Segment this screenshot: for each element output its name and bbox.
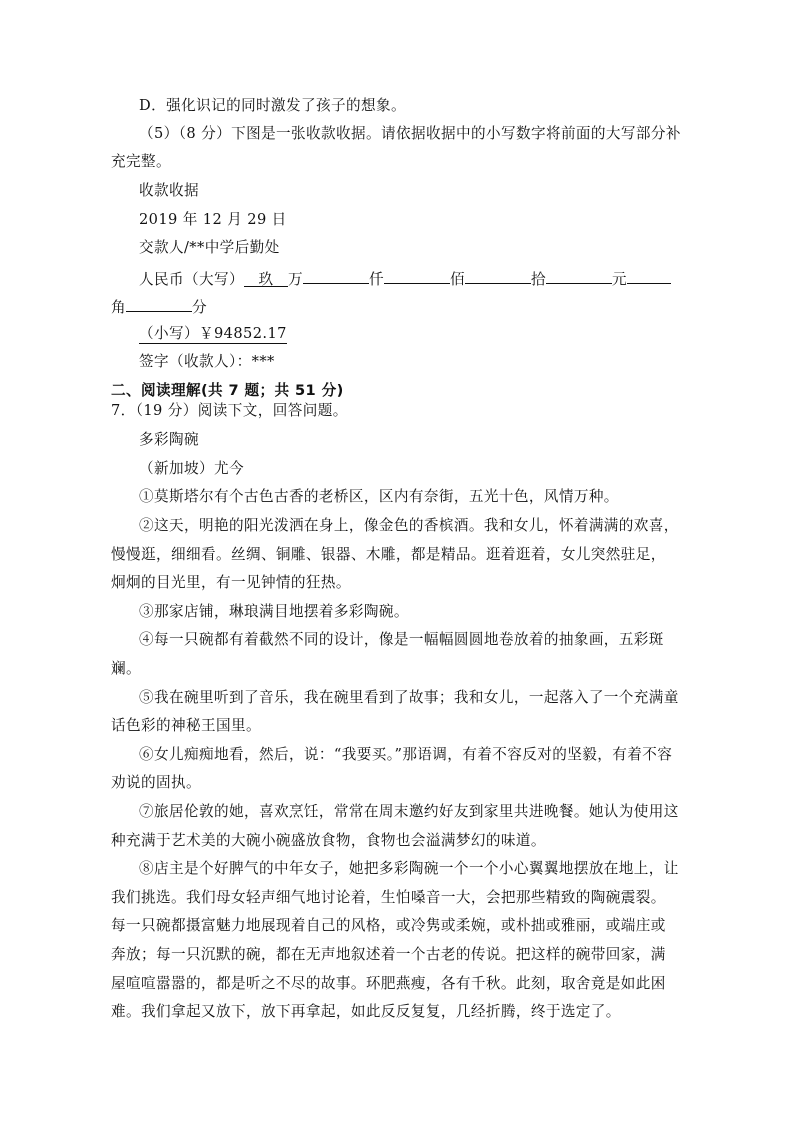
paragraph-8-line-5: 屋喧喧嚣嚣的，都是听之不尽的故事。环肥燕瘦，各有千秋。此刻，取舍竟是如此困: [111, 975, 666, 992]
paragraph-4-line-2: 斓。: [111, 660, 141, 677]
unit-jiao: 角: [111, 299, 126, 316]
paragraph-8-line-3: 每一只碗都摄富魅力地展现着自己的风格，或冷隽或柔婉，或朴拙或雅丽，或端庄或: [111, 917, 666, 934]
paragraph-8-line-1: ⑧店主是个好脾气的中年女子，她把多彩陶碗一个一个小心翼翼地摆放在地上，让: [139, 860, 679, 877]
section-heading: 二、阅读理解(共 7 题；共 51 分): [111, 382, 344, 399]
paragraph-5-line-1: ⑤我在碗里听到了音乐，我在碗里看到了故事；我和女儿，一起落入了一个充满童: [139, 689, 679, 706]
blank-wan-digit[interactable]: [244, 270, 288, 287]
filled-jiu: 玖: [258, 271, 274, 288]
rmb-label: 人民币（大写）: [139, 271, 244, 288]
paragraph-3: ③那家店铺，琳琅满目地摆着多彩陶碗。: [139, 603, 409, 620]
answer-option-d: D．强化识记的同时激发了孩子的想象。: [139, 97, 406, 114]
unit-yuan: 元: [611, 271, 627, 288]
paragraph-6-line-1: ⑥女儿痴痴地看，然后，说：“我要买。”那语调，有着不容反对的坚毅，有着不容: [139, 746, 673, 763]
unit-shi: 拾: [530, 271, 546, 288]
receipt-title: 收款收据: [139, 182, 199, 199]
paragraph-2-line-3: 炯炯的目光里，有一见钟情的狂热。: [111, 574, 351, 591]
receipt-amount-uppercase-row: [139, 267, 671, 290]
question-5-line-1: （5）（8 分）下图是一张收款收据。请依据收据中的小写数字将前面的大写部分补: [139, 125, 681, 142]
article-title: 多彩陶碗: [139, 431, 199, 448]
paragraph-1: ①莫斯塔尔有个古色古香的老桥区，区内有奈街，五光十色，风情万种。: [139, 488, 619, 505]
receipt-date: 2019 年 12 月 29 日: [139, 211, 287, 228]
paragraph-8-line-2: 我们挑选。我们母女轻声细气地讨论着，生怕嗓音一大，会把那些精致的陶碗震裂。: [111, 889, 666, 906]
blank-yuan-digit[interactable]: [546, 267, 612, 284]
blank-shi-digit[interactable]: [465, 267, 531, 284]
receipt-amount-lowercase: [139, 324, 287, 344]
blank-fen-digit[interactable]: [126, 295, 192, 312]
receipt-amount-uppercase-row-2: [111, 295, 207, 318]
paragraph-7-line-2: 种充满于艺术美的大碗小碗盛放食物，食物也会溢满梦幻的味道。: [111, 832, 546, 849]
question-7: 7．（19 分）阅读下文，回答问题。: [111, 402, 348, 419]
small-amount: ￥94852.17: [198, 325, 287, 342]
unit-qian: 仟: [368, 271, 384, 288]
receipt-payer: 交款人/**中学后勤处: [139, 239, 280, 256]
paragraph-2-line-1: ②这天，明艳的阳光泼洒在身上，像金色的香槟酒。我和女儿，怀着满满的欢喜，: [139, 517, 679, 534]
paragraph-8-line-6: 难。我们拿起又放下，放下再拿起，如此反反复复，几经折腾，终于选定了。: [111, 1003, 621, 1020]
unit-bai: 佰: [449, 271, 465, 288]
blank-qian-digit[interactable]: [303, 267, 369, 284]
paragraph-8-line-4: 奔放；每一只沉默的碗，都在无声地叙述着一个古老的传说。把这样的碗带回家，满: [111, 946, 666, 963]
paragraph-4-line-1: ④每一只碗都有着截然不同的设计，像是一幅幅圆圆地卷放着的抽象画，五彩斑: [139, 631, 664, 648]
blank-jiao-digit[interactable]: [627, 267, 671, 284]
small-label: （小写）: [139, 325, 199, 342]
article-author: （新加坡）尤今: [139, 460, 244, 477]
question-5-line-2: 充完整。: [111, 153, 171, 170]
paragraph-7-line-1: ⑦旅居伦敦的她，喜欢烹饪，常常在周末邀约好友到家里共进晚餐。她认为使用这: [139, 803, 679, 820]
blank-bai-digit[interactable]: [384, 267, 450, 284]
receipt-signature: 签字（收款人）：***: [139, 353, 275, 370]
paragraph-6-line-2: 劝说的固执。: [111, 774, 201, 791]
unit-fen: 分: [192, 299, 207, 316]
paragraph-5-line-2: 话色彩的神秘王国里。: [111, 717, 261, 734]
paragraph-2-line-2: 慢慢逛，细细看。丝绸、铜雕、银器、木雕，都是精品。逛着逛着，女儿突然驻足，: [111, 546, 666, 563]
unit-wan: 万: [287, 271, 303, 288]
